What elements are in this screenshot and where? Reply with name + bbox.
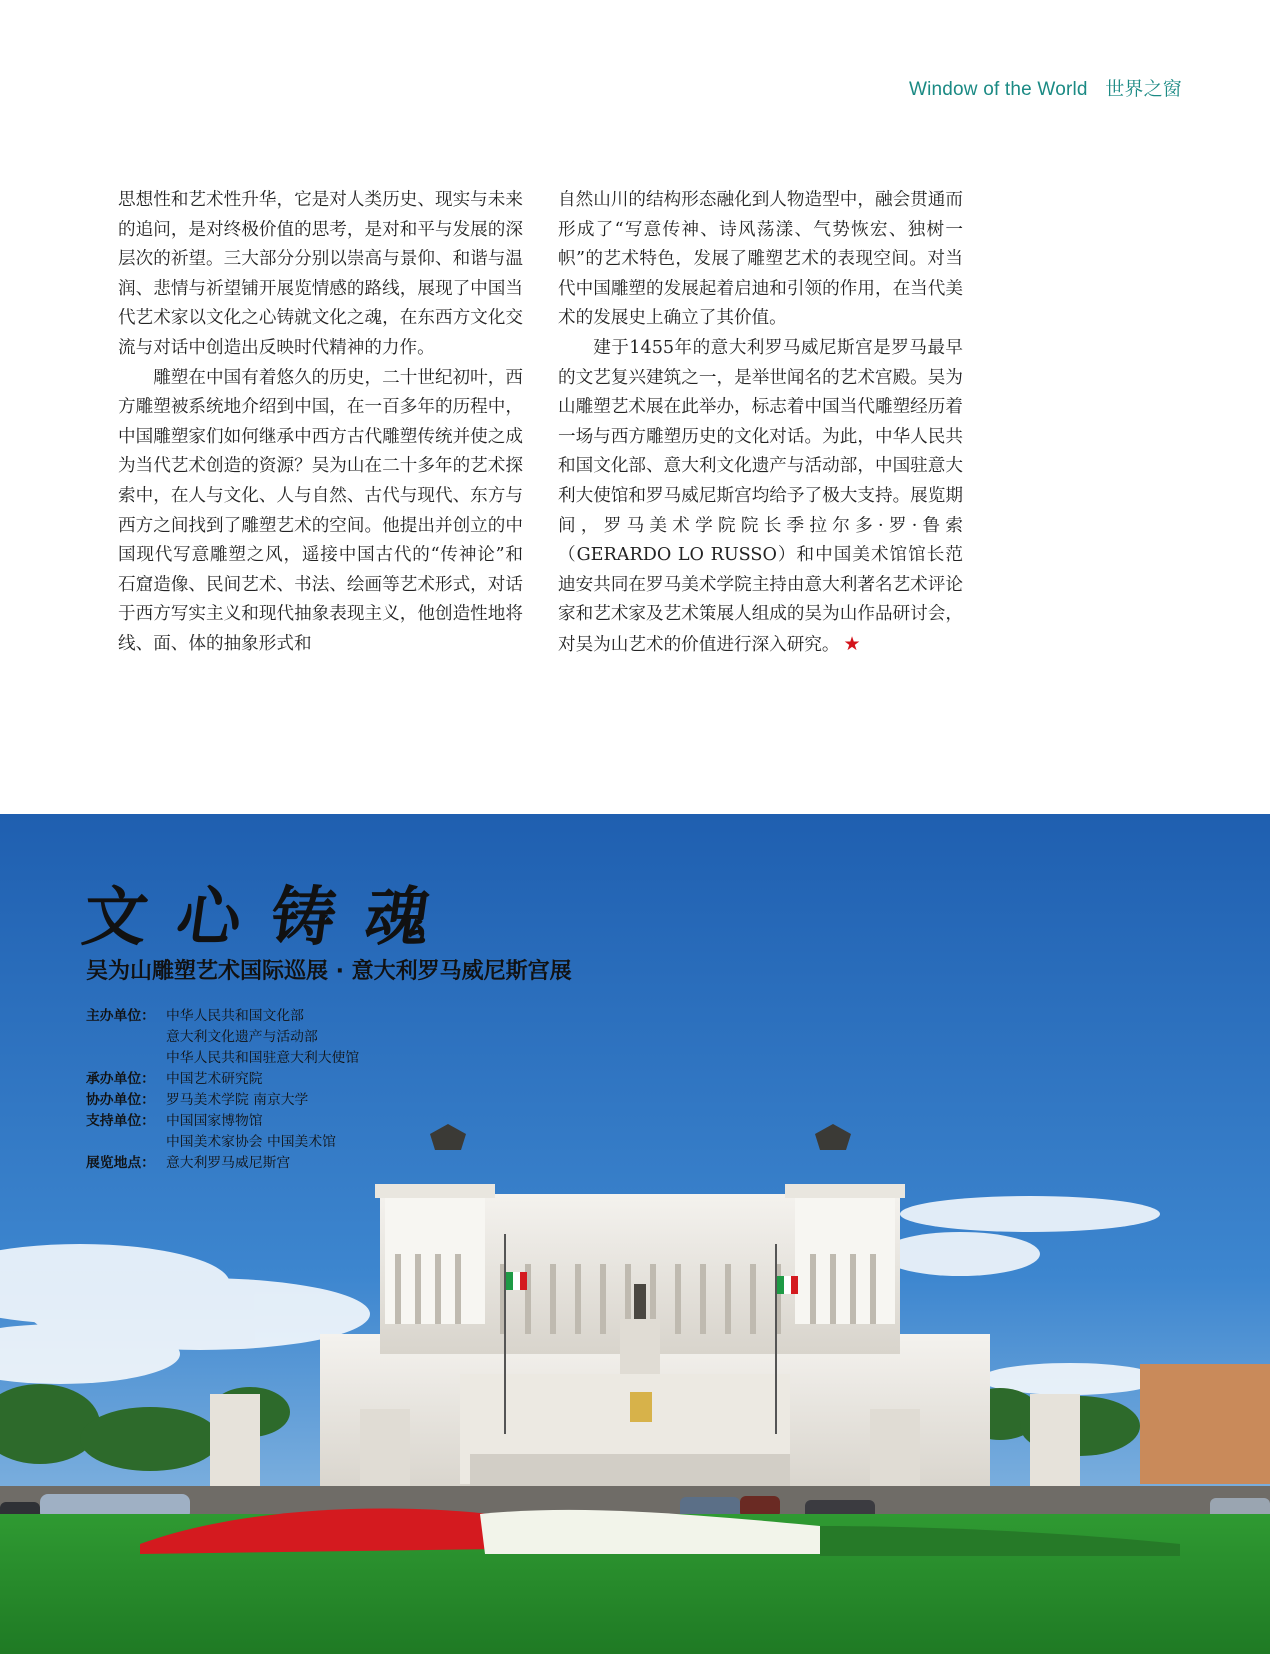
organizer-label: 展览地点： xyxy=(86,1155,155,1171)
organizer-label: 承办单位： xyxy=(86,1071,155,1087)
organizer-value: 意大利文化遗产与活动部 xyxy=(166,1029,318,1045)
article-paragraph: 雕塑在中国有着悠久的历史，二十世纪初叶，西方雕塑被系统地介绍到中国，在一百多年的历程中，中国雕塑家们如何继承中西方古代雕塑传统并使之成为当代艺术创造的资源？吴为山在二十多年的艺术探索中，在人与文化、人与自然、古代与现代、东方与西方之间找到了雕塑艺术的空间。他提出并创立的中国现代写意雕塑之风，遥接中国古代的“传神论”和石窟造像、民间艺术、书法、绘画等艺术形式，对话于西方写实主义和现代抽象表现主义，他创造性地将线、面、体的抽象形式和 xyxy=(118,367,523,654)
calligraphy-title: 文心铸魂 xyxy=(77,880,465,955)
organizer-list xyxy=(86,1006,359,1174)
exhibition-poster xyxy=(0,814,1270,1654)
organizer-value: 中国美术家协会 中国美术馆 xyxy=(166,1134,336,1150)
organizer-label: 协办单位： xyxy=(86,1092,155,1108)
poster-text xyxy=(0,814,1270,1654)
article-column-right xyxy=(558,186,963,661)
organizer-value: 中华人民共和国驻意大利大使馆 xyxy=(166,1050,360,1066)
organizer-label: 主办单位： xyxy=(86,1008,155,1024)
organizer-label xyxy=(86,1048,166,1069)
organizer-value: 罗马美术学院 南京大学 xyxy=(166,1092,309,1108)
organizer-row xyxy=(86,1048,359,1069)
organizer-row xyxy=(86,1027,359,1048)
organizer-row xyxy=(86,1132,359,1153)
article-paragraph: 思想性和艺术性升华，它是对人类历史、现实与未来的追问，是对终极价值的思考，是对和平与发展的深层次的祈望。三大部分分别以崇高与景仰、和谐与温润、悲情与祈望铺开展览情感的路线，展现了中国当代艺术家以文化之心铸就文化之魂，在东西方文化交流与对话中创造出反映时代精神的力作。 xyxy=(118,190,523,358)
article-paragraph xyxy=(558,334,963,661)
organizer-row xyxy=(86,1153,359,1174)
organizer-row xyxy=(86,1069,359,1090)
header-english-title: Window of the World xyxy=(908,79,1088,100)
article-paragraph: 自然山川的结构形态融化到人物造型中，融会贯通而形成了“写意传神、诗风荡漾、气势恢宏、独树一帜”的艺术特色，发展了雕塑艺术的表现空间。对当代中国雕塑的发展起着启迪和引领的作用，在当代美术的发展史上确立了其价值。 xyxy=(558,190,963,329)
header-chinese-title: 世界之窗 xyxy=(1105,78,1182,100)
organizer-row xyxy=(86,1111,359,1132)
organizer-row xyxy=(86,1090,359,1111)
article-paragraph-text: 建于1455年的意大利罗马威尼斯宫是罗马最早的文艺复兴建筑之一，是举世闻名的艺术宫殿。吴为山雕塑艺术展在此举办，标志着中国当代雕塑经历着一场与西方雕塑历史的文化对话。为此，中华人民共和国文化部、意大利文化遗产与活动部，中国驻意大利大使馆和罗马威尼斯宫均给予了极大支持。展览期间，罗马美术学院院长季拉尔多·罗·鲁索（GERARDO LO RUSSO）和中国美术馆馆长范迪安共同在罗马美术学院主持由意大利著名艺术评论家和艺术家及艺术策展人组成的吴为山作品研讨会，对吴为山艺术的价值进行深入研究。 xyxy=(558,337,963,655)
organizer-value: 中国国家博物馆 xyxy=(166,1113,263,1129)
organizer-value: 中国艺术研究院 xyxy=(166,1071,263,1087)
organizer-label: 支持单位： xyxy=(86,1113,155,1129)
page-header xyxy=(909,74,1182,101)
organizer-label xyxy=(86,1132,166,1153)
organizer-row xyxy=(86,1006,359,1027)
organizer-value: 中华人民共和国文化部 xyxy=(166,1008,304,1024)
end-star-icon: ★ xyxy=(843,632,861,655)
article-column-left xyxy=(118,186,523,660)
organizer-label xyxy=(86,1027,166,1048)
exhibition-subtitle: 吴为山雕塑艺术国际巡展 · 意大利罗马威尼斯宫展 xyxy=(86,959,572,984)
organizer-value: 意大利罗马威尼斯宫 xyxy=(166,1155,291,1171)
